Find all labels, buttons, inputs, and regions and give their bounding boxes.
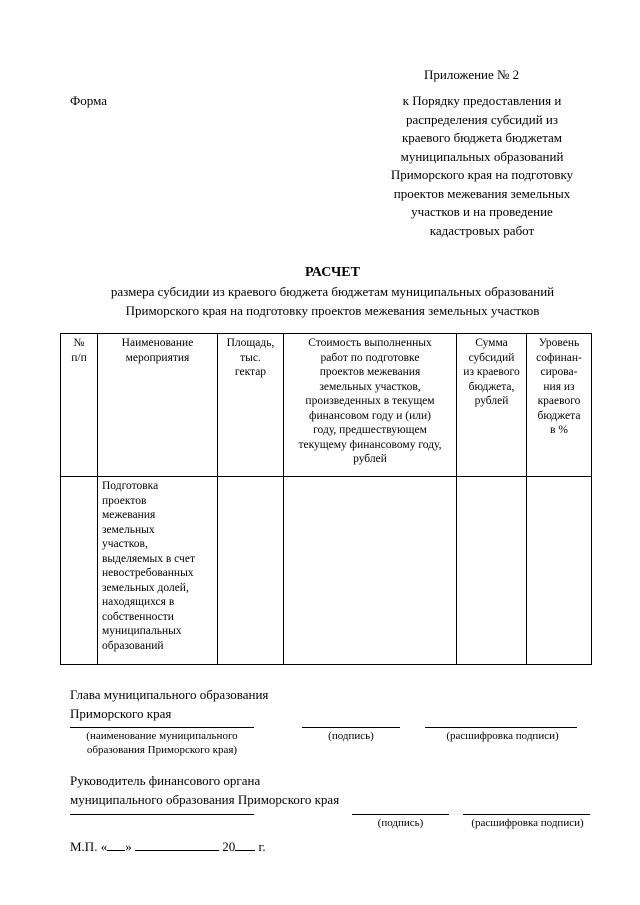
subtitle-line: Приморского края на подготовку проектов межевания земельных участков [125,302,540,318]
cell-area [218,477,284,665]
finance-signature-caption: (подпись) [377,817,424,829]
finance-decoding-caption: (расшифровка подписи) [471,817,584,829]
day-blank [107,838,125,851]
calculation-table [60,333,592,665]
document-subtitle [40,283,625,320]
stamp-date-line [70,838,266,857]
col-header-area: Площадь, тыс. гектар [218,334,284,477]
col-header-name: Наименование мероприятия [98,334,218,477]
finance-signature-line [352,814,449,815]
order-reference [362,92,602,240]
order-line: муниципальных образований [400,148,564,164]
order-line: проектов межевания земельных [393,185,571,201]
cell-cofinancing [527,477,592,665]
municipality-name-line [70,727,254,728]
year-suffix: г. [258,839,266,854]
finance-blank-line [70,814,254,815]
col-header-cost: Стоимость выполненных работ по подготовке проектов межевания земельных участков, произведенных в текущем финансовом году и (или) году, предшествующем текущему финансовому году, рублей [284,334,457,477]
stamp-prefix: М.П. « [70,839,108,854]
col-header-subsidy: Сумма субсидий из краевого бюджета, рублей [457,334,527,477]
table-row [61,477,592,665]
month-blank [135,838,219,851]
finance-decoding-line [463,814,590,815]
order-line: краевого бюджета бюджетам [401,130,563,145]
municipality-name-caption: (наименование муниципального образования Приморского края) [86,730,238,756]
head-signature-caption: (подпись) [328,730,374,742]
head-title: Глава муниципального образования Приморского края [70,687,269,721]
order-line: участков и на проведение [411,204,553,219]
stamp-mid: » [125,839,132,854]
year-blank [235,838,255,851]
year-prefix: 20 [222,839,236,854]
col-header-number: № п/п [61,334,98,477]
cell-cost [284,477,457,665]
document-title: РАСЧЕТ [305,265,360,280]
form-label: Форма [70,93,107,108]
order-line: к Порядку предоставления и [402,93,562,108]
table-header-row [61,334,592,477]
head-signature-line [302,727,400,728]
head-decoding-caption: (расшифровка подписи) [446,730,559,742]
order-line: распределения субсидий из [405,111,559,127]
subtitle-line: размера субсидии из краевого бюджета бюджетам муниципальных образований [110,284,555,299]
appendix-number: Приложение № 2 [424,67,520,82]
col-header-cofinancing: Уровень софинан- сирова- ния из краевого бюджета в % [527,334,592,477]
cell-name: Подготовка проектов межевания земельных участков, выделяемых в счет невостребованных земельных долей, находящихся в собственности муниципальных образований [98,477,218,665]
order-line: Приморского края на подготовку [390,167,574,182]
cell-number [61,477,98,665]
finance-head-title: Руководитель финансового органа муниципального образования Приморского края [70,773,340,807]
order-line: кадастровых работ [429,222,535,238]
head-decoding-line [425,727,577,728]
cell-subsidy [457,477,527,665]
